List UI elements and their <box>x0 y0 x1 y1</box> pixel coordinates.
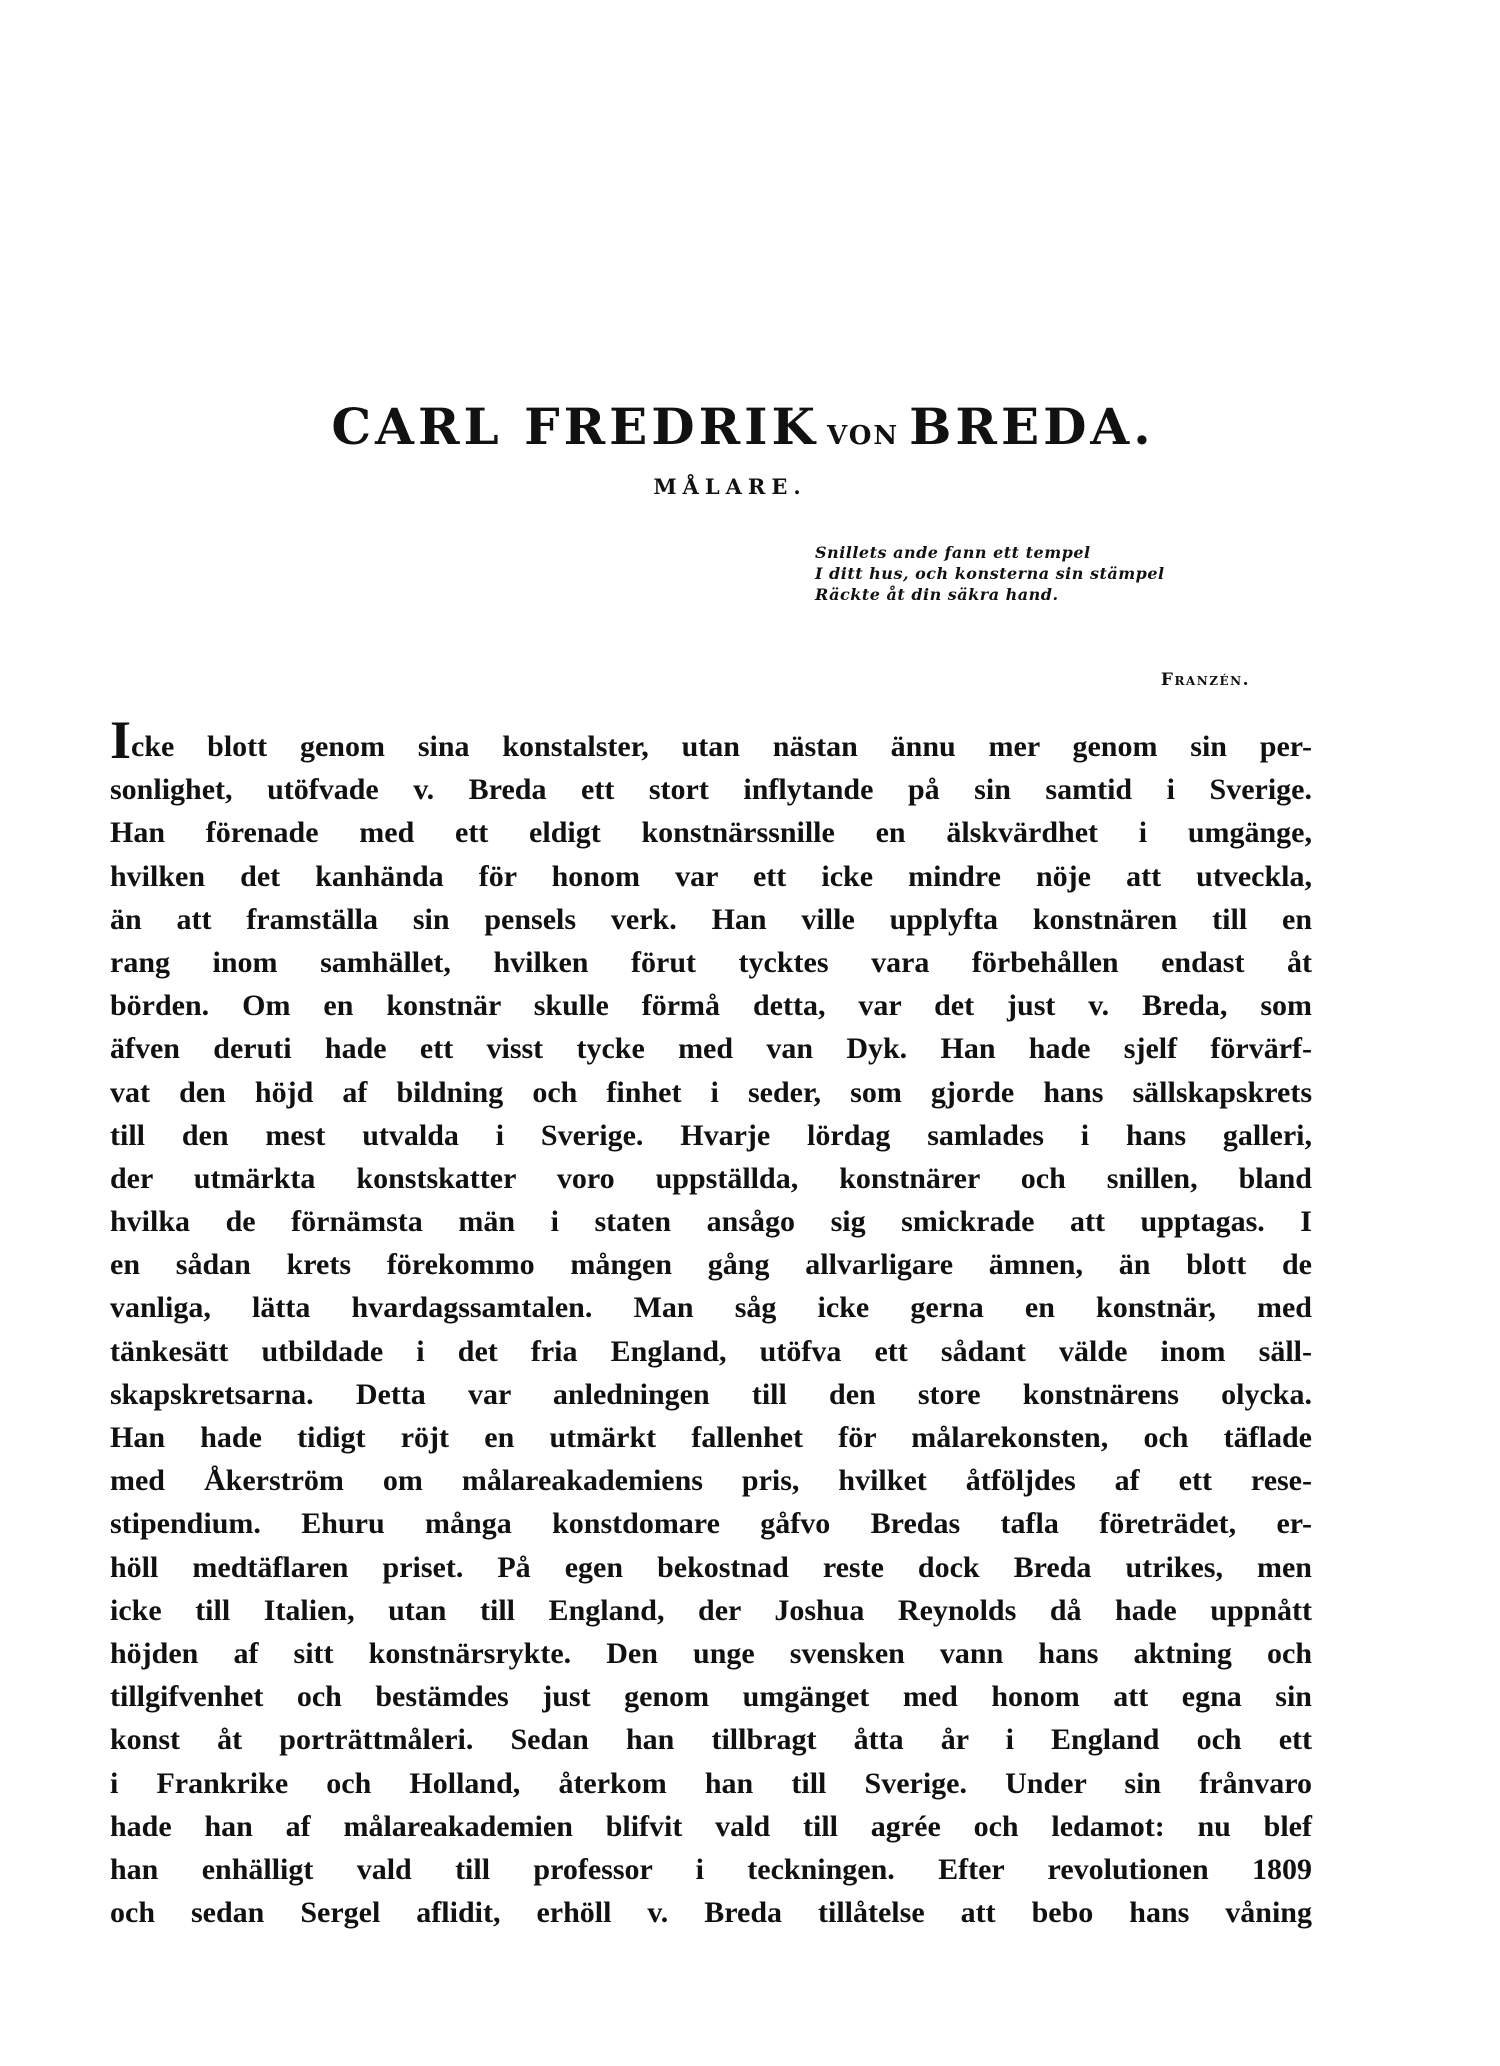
body-line: stipendium. Ehuru många konstdomare gåfvo Bredas tafla företrädet, er- <box>110 1507 1312 1541</box>
body-line: med Åkerström om målareakademiens pris, hvilket åtföljdes af ett rese- <box>110 1464 1312 1498</box>
drop-cap: I <box>110 710 132 770</box>
body-line: hvilken det kanhända för honom var ett icke mindre nöje att utveckla, <box>110 859 1312 893</box>
body-line: tillgifvenhet och bestämdes just genom umgänget med honom att egna sin <box>110 1680 1312 1714</box>
body-line: tänkesätt utbildade i det fria England, utöfva ett sådant välde inom säll- <box>110 1334 1312 1368</box>
body-line: och sedan Sergel aflidit, erhöll v. Breda tillåtelse att bebo hans våning <box>110 1896 1312 1930</box>
body-line-first-rest: cke blott genom sina konstalster, utan nästan ännu mer genom sin per- <box>131 730 1312 763</box>
body-line-first <box>110 710 1312 770</box>
body-line: höjden af sitt konstnärsrykte. Den unge svensken vann hans aktning och <box>110 1636 1312 1670</box>
page-subtitle-profession: MÅLARE. <box>653 474 807 499</box>
epigraph-line: Snillets ande fann ett tempel <box>815 543 1091 562</box>
body-line: till den mest utvalda i Sverige. Hvarje lördag samlades i hans galleri, <box>110 1118 1312 1152</box>
title-name-particle: VON <box>827 421 900 451</box>
epigraph-author: Franzén. <box>1160 670 1250 690</box>
body-line: sonlighet, utöfvade v. Breda ett stort inflytande på sin samtid i Sverige. <box>110 773 1312 807</box>
epigraph <box>815 542 1165 605</box>
body-line: der utmärkta konstskatter voro uppställda, konstnärer och snillen, bland <box>110 1161 1312 1195</box>
body-line: han enhälligt vald till professor i teckningen. Efter revolutionen 1809 <box>110 1852 1312 1886</box>
epigraph-line: I ditt hus, och konsterna sin stämpel <box>815 564 1165 583</box>
body-line: höll medtäflaren priset. På egen bekostnad reste dock Breda utrikes, men <box>110 1550 1312 1584</box>
body-line: Han förenade med ett eldigt konstnärssnille en älskvärdhet i umgänge, <box>110 816 1312 850</box>
title-name-first: CARL FREDRIK <box>331 397 819 456</box>
body-line: rang inom samhället, hvilken förut tycktes vara förbehållen endast åt <box>110 945 1312 979</box>
body-line: äfven deruti hade ett visst tycke med van Dyk. Han hade sjelf förvärf- <box>110 1032 1312 1066</box>
page-title <box>0 397 1500 456</box>
body-line: än att framställa sin pensels verk. Han ville upplyfta konstnären till en <box>110 902 1312 936</box>
body-line: i Frankrike och Holland, återkom han till Sverige. Under sin frånvaro <box>110 1766 1312 1800</box>
body-line: vat den höjd af bildning och finhet i seder, som gjorde hans sällskapskrets <box>110 1075 1312 1109</box>
body-line: hvilka de förnämsta män i staten ansågo sig smickrade att upptagas. I <box>110 1205 1312 1239</box>
epigraph-line: Räckte åt din säkra hand. <box>815 585 1059 604</box>
body-line: vanliga, lätta hvardagssamtalen. Man såg icke gerna en konstnär, med <box>110 1291 1312 1325</box>
body-line: en sådan krets förekommo mången gång allvarligare ämnen, än blott de <box>110 1248 1312 1282</box>
body-line: börden. Om en konstnär skulle förmå detta, var det just v. Breda, som <box>110 989 1312 1023</box>
body-text <box>110 710 1312 1934</box>
title-name-last: BREDA. <box>909 397 1155 456</box>
body-line: hade han af målareakademien blifvit vald till agrée och ledamot: nu blef <box>110 1809 1312 1843</box>
body-line: skapskretsarna. Detta var anledningen till den store konstnärens olycka. <box>110 1377 1312 1411</box>
body-line: konst åt porträttmåleri. Sedan han tillbragt åtta år i England och ett <box>110 1723 1312 1757</box>
body-line: Han hade tidigt röjt en utmärkt fallenhet för målarekonsten, och täflade <box>110 1421 1312 1454</box>
body-line: icke till Italien, utan till England, der Joshua Reynolds då hade uppnått <box>110 1593 1312 1627</box>
